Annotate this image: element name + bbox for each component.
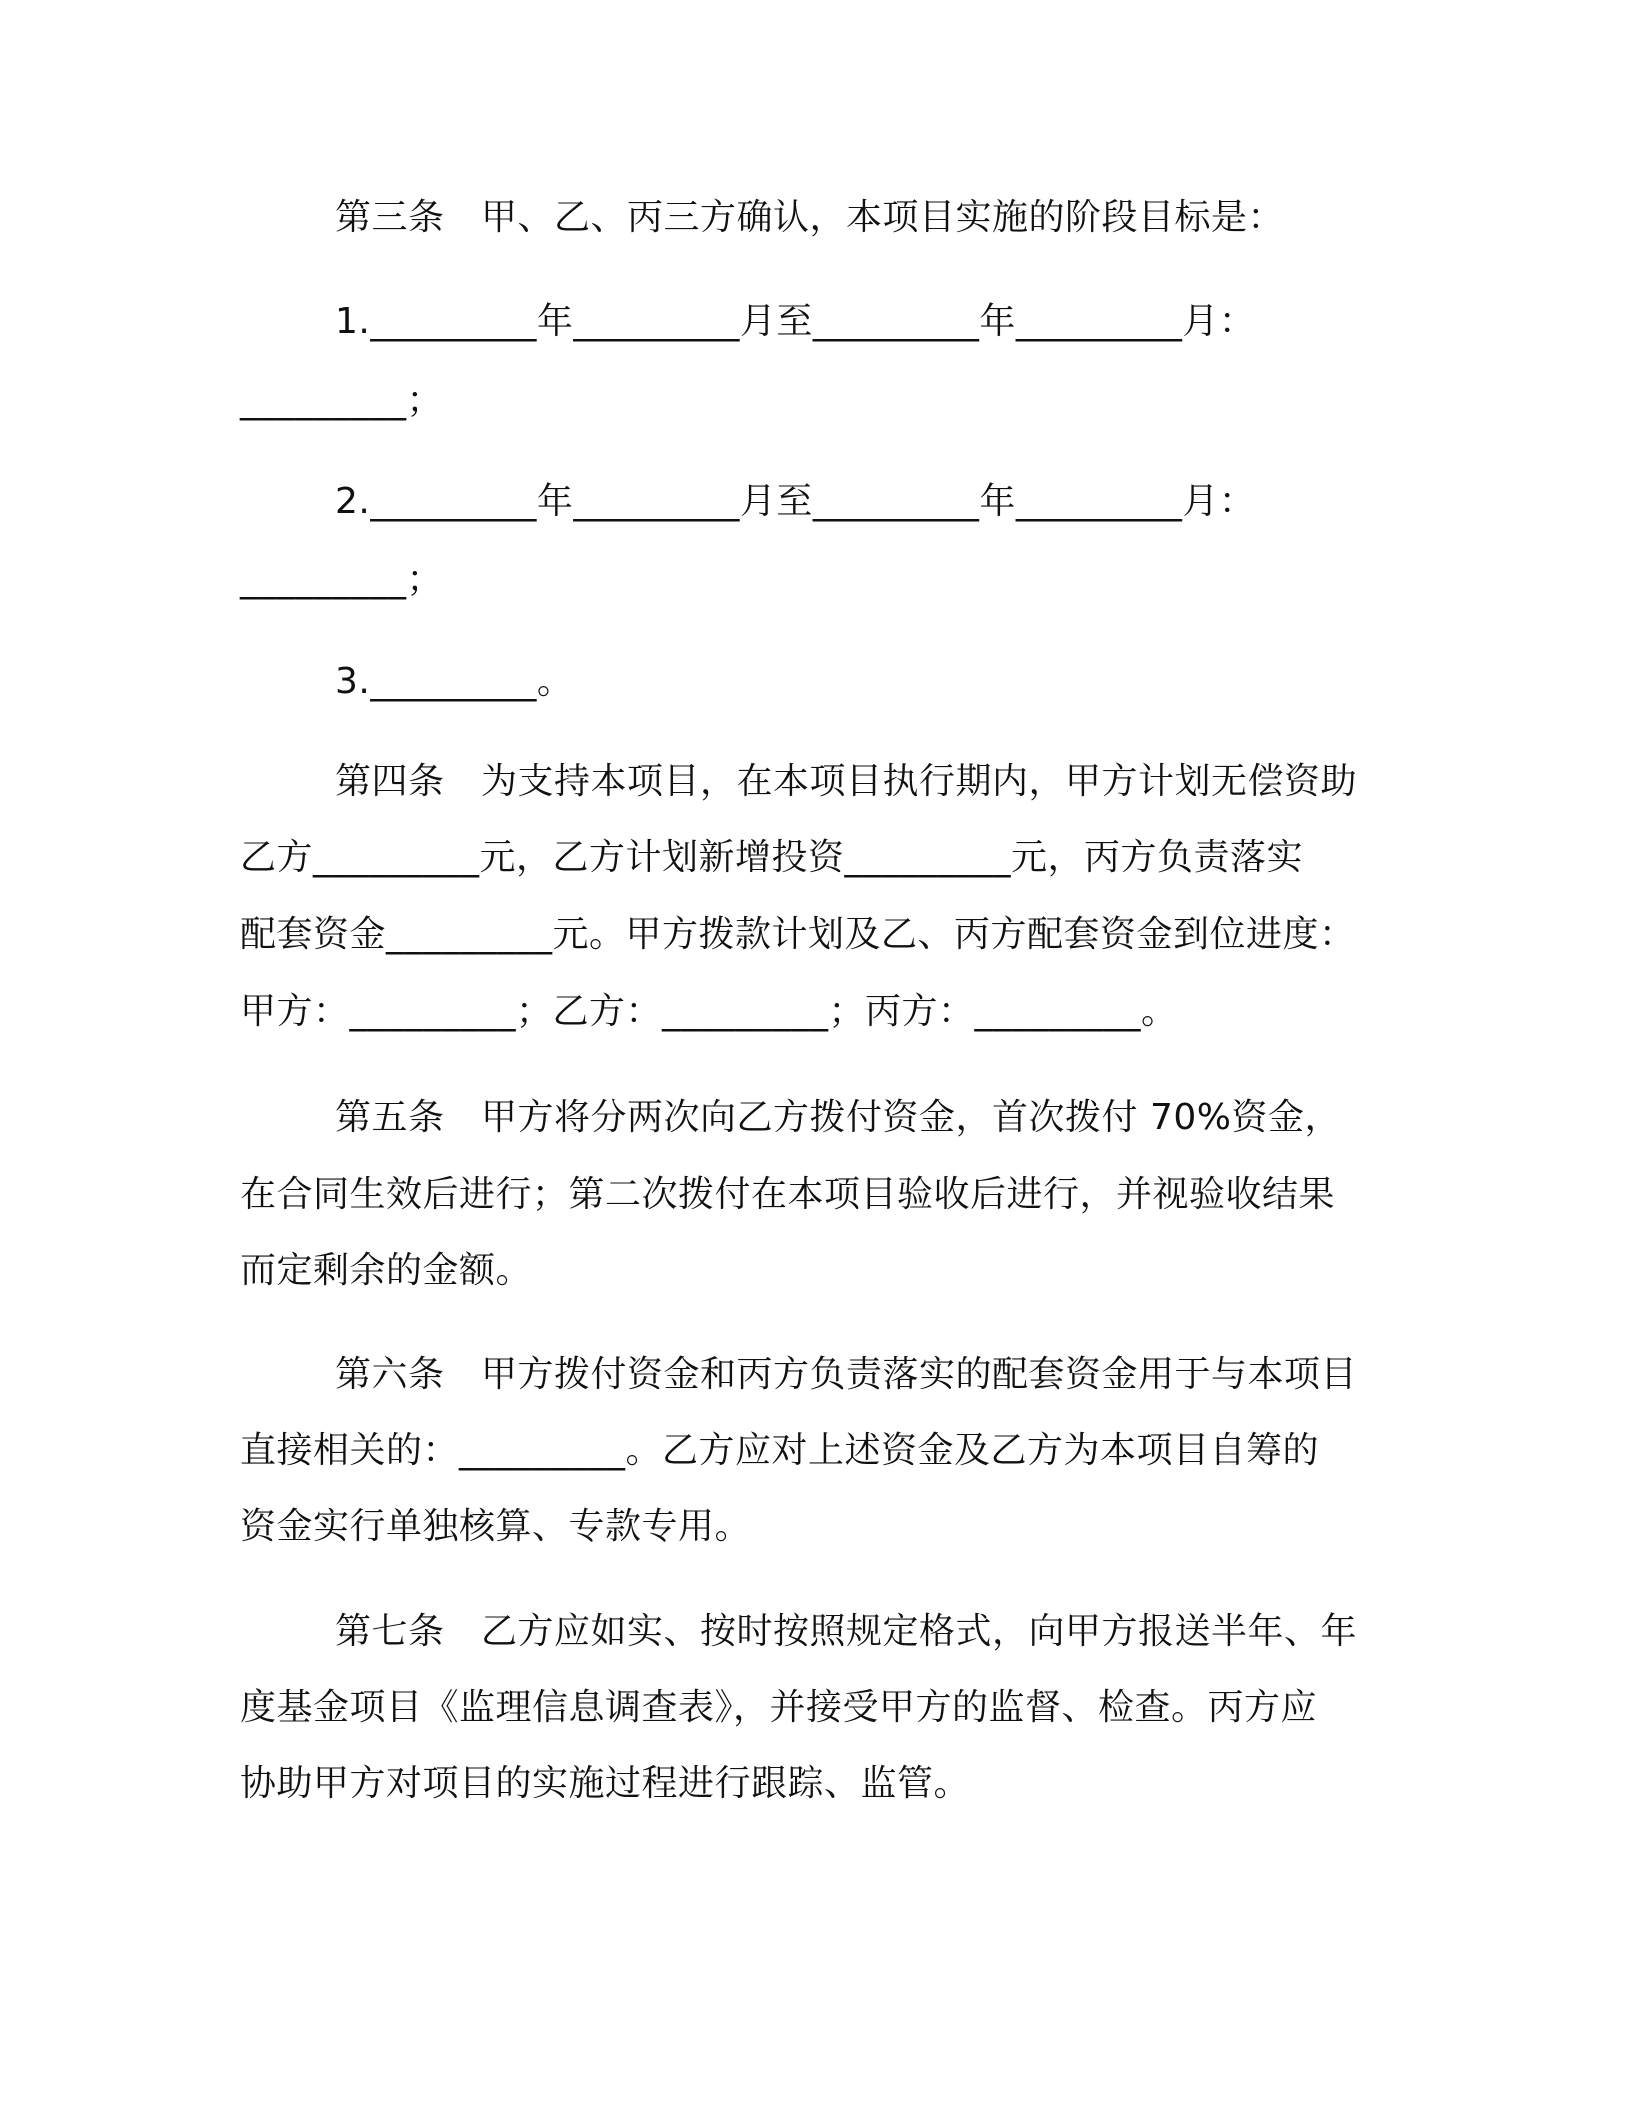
article-6-line-1: 第六条 甲方拨付资金和丙方负责落实的配套资金用于与本项目: [335, 1354, 1358, 1395]
article-4-line-1: 第四条 为支持本项目，在本项目执行期内，甲方计划无偿资助: [335, 761, 1358, 802]
article-5-line-2: 在合同生效后进行；第二次拨付在本项目验收后进行，并视验收结果: [240, 1174, 1336, 1215]
article-6-line-3: 资金实行单独核算、专款专用。: [240, 1506, 752, 1547]
article-4-line-2: 乙方_________元，乙方计划新增投资_________元，丙方负责落实: [240, 837, 1304, 878]
article-5-line-1: 第五条 甲方将分两次向乙方拨付资金，首次拨付 70%资金，: [335, 1097, 1341, 1138]
article-4-line-3: 配套资金_________元。甲方拨款计划及乙、丙方配套资金到位进度：: [240, 914, 1356, 955]
stage-goal-1-line: 1._________年_________月至_________年_________月：: [335, 301, 1256, 342]
stage-goal-2-line: 2._________年_________月至_________年_________月：: [335, 481, 1256, 522]
article-3-heading: 第三条 甲、乙、丙三方确认，本项目实施的阶段目标是：: [335, 197, 1285, 238]
article-7-line-1: 第七条 乙方应如实、按时按照规定格式，向甲方报送半年、年: [335, 1611, 1358, 1652]
article-4-line-4: 甲方：_________；乙方：_________；丙方：_________。: [240, 991, 1178, 1032]
article-6-line-2: 直接相关的：_________。乙方应对上述资金及乙方为本项目自筹的: [240, 1430, 1320, 1471]
article-7-line-3: 协助甲方对项目的实施过程进行跟踪、监管。: [240, 1763, 971, 1804]
stage-goal-3-line: 3._________。: [335, 661, 574, 702]
article-5-line-3: 而定剩余的金额。: [240, 1250, 533, 1291]
stage-goal-1-continuation: _________；: [240, 380, 444, 421]
article-7-line-2: 度基金项目《监理信息调查表》，并接受甲方的监督、检查。丙方应: [240, 1687, 1318, 1728]
stage-goal-2-continuation: _________；: [240, 559, 444, 600]
